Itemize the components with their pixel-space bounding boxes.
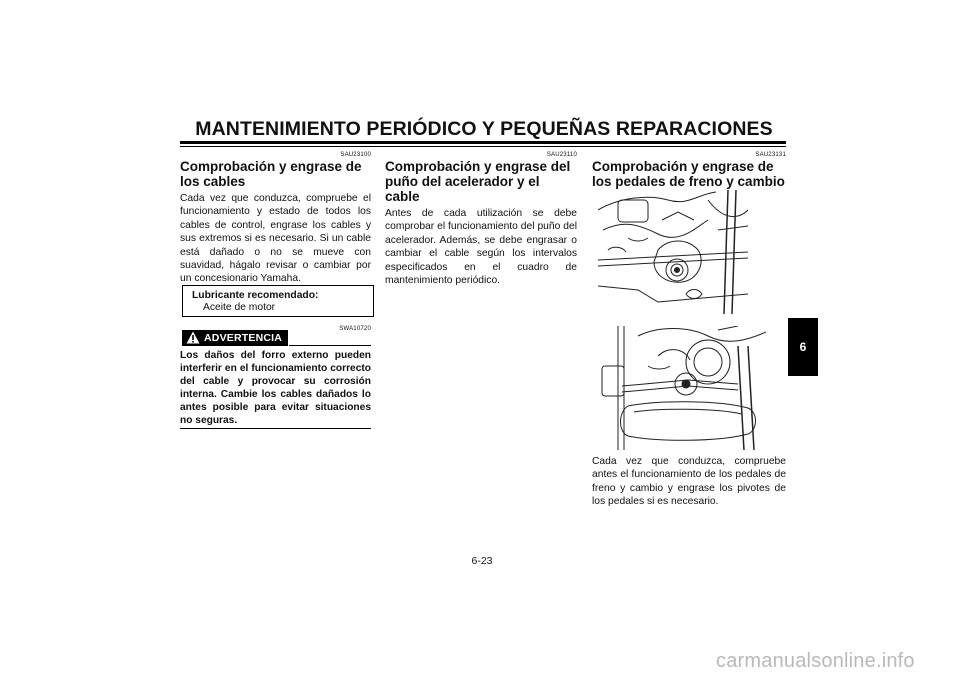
column-cables [180,152,371,286]
warning-code: SWA10720 [339,326,371,332]
warning-rule [289,345,371,346]
warning-triangle-icon [186,331,200,344]
lubricant-box [182,285,374,317]
header-rule-thick [180,141,786,144]
section-title-throttle: Comprobación y engrase del puño del acelerador y el cable [385,159,571,204]
section-title-cables: Comprobación y engrase de los cables [180,159,362,189]
column-throttle [385,152,577,287]
section-code: SAU23131 [755,152,786,158]
warning-text: Los daños del forro externo pueden interferir en el funcionamiento correcto del cable y provocar su corrosión interna. Cambie los cables dañados lo antes posible para evitar situaciones no seguras. [180,350,371,426]
chapter-tab: 6 [788,318,818,376]
brake-pedal-illustration [598,190,748,314]
section-code: SAU23110 [546,152,577,158]
lubricant-box-value: Aceite de motor [203,302,276,313]
warning-label: ADVERTENCIA [204,332,283,344]
page-header-title: MANTENIMIENTO PERIÓDICO Y PEQUEÑAS REPARACIONES [195,118,773,140]
section-code: SAU23100 [340,152,371,158]
warning-badge [182,330,288,346]
section-body-cables: Cada vez que conduzca, compruebe el funcionamiento y estado de todos los cables de control, engrase los cables y sus extremos si es necesario. Si un cable está dañado o no se mueve con suavidad, hágalo revisar o cambiar por un concesionario Yamaha. [180,193,371,285]
section-body-throttle: Antes de cada utilización se debe comprobar el funcionamiento del puño del acelerador. Además, se debe engrasar o cambiar el cable según los intervalos especificados en el cuadro de mantenimiento periódico. [385,208,577,287]
shift-pedal-illustration [598,326,766,450]
lubricant-box-title: Lubricante recomendado: [192,290,319,301]
watermark: carmanualsonline.info [716,650,915,672]
header-rule-thin [180,146,786,147]
section-title-pedals: Comprobación y engrase de los pedales de freno y cambio [592,159,785,189]
page-number: 6-23 [471,555,493,567]
section-body-pedals: Cada vez que conduzca, compruebe antes el funcionamiento de los pedales de freno y cambio y engrase los pivotes de los pedales si es necesario. [592,456,786,508]
warning-end-rule [180,428,371,429]
column-pedals [592,152,786,192]
